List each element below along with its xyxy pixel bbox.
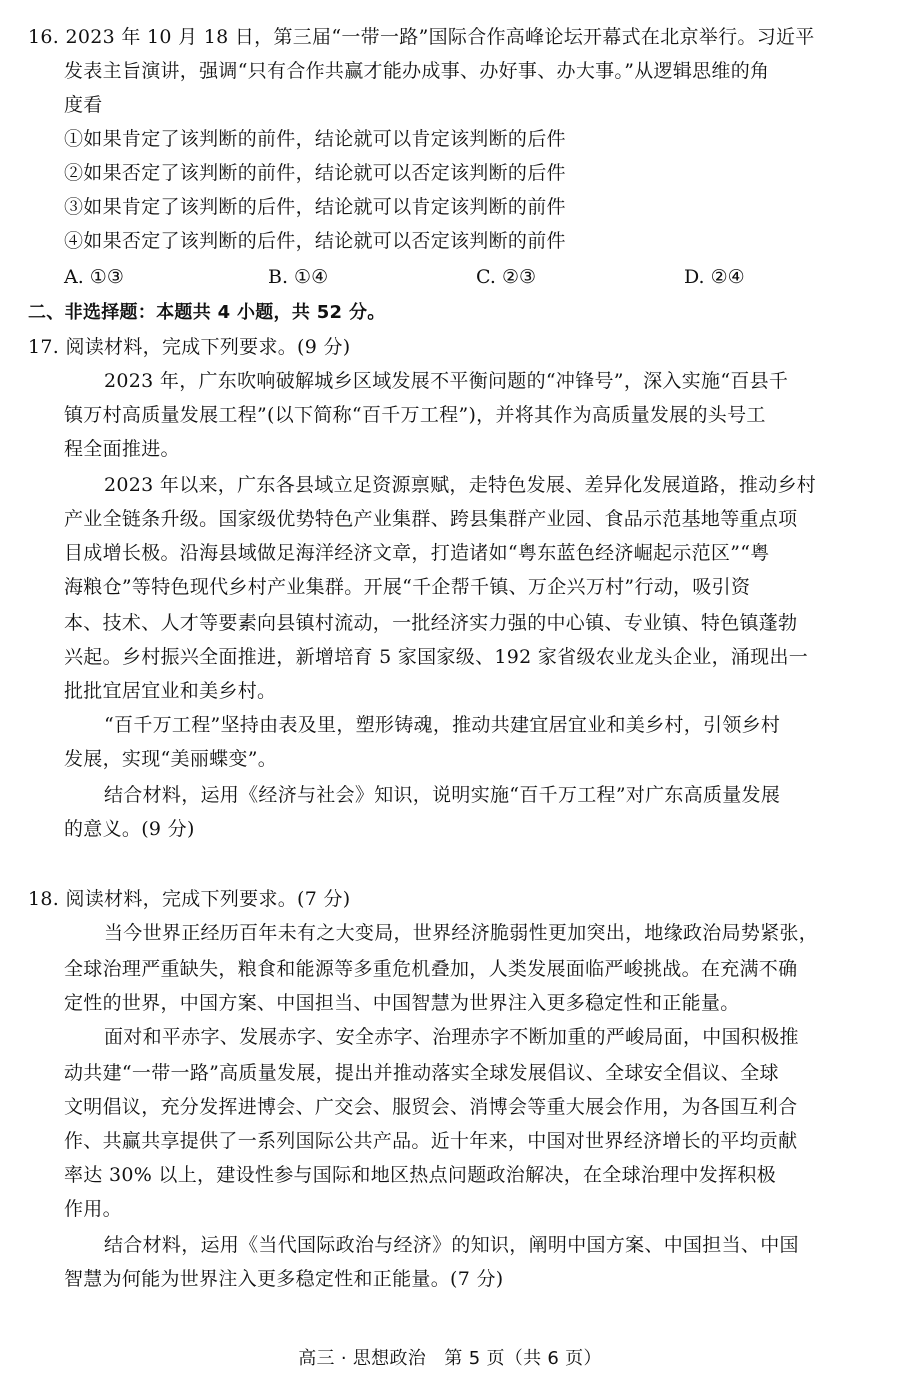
q17-line-4: 2023 年以来，广东各县域立足资源禀赋，走特色发展、差异化发展道路，推动乡村 — [104, 474, 817, 496]
q18-line-9: 作用。 — [64, 1198, 122, 1220]
q17-header: 17. 阅读材料，完成下列要求。(9 分) — [28, 336, 351, 358]
q17-line-13: 结合材料，运用《经济与社会》知识，说明实施“百千万工程”对广东高质量发展 — [104, 784, 781, 806]
q17-line-11: “百千万工程”坚持由表及里，塑形铸魂，推动共建宜居宜业和美乡村，引领乡村 — [104, 714, 781, 736]
q18-header: 18. 阅读材料，完成下列要求。(7 分) — [28, 888, 351, 910]
q16-statement-3: ③如果肯定了该判断的后件，结论就可以肯定该判断的前件 — [64, 196, 566, 218]
q18-line-1: 当今世界正经历百年未有之大变局，世界经济脆弱性更加突出，地缘政治局势紧张， — [104, 922, 819, 944]
q18-line-3: 定性的世界，中国方案、中国担当、中国智慧为世界注入更多稳定性和正能量。 — [64, 992, 740, 1014]
q16-option-d: D. ②④ — [684, 266, 745, 288]
q16-statement-2: ②如果否定了该判断的前件，结论就可以否定该判断的后件 — [64, 162, 566, 184]
section-2-title: 二、非选择题：本题共 4 小题，共 52 分。 — [28, 302, 386, 323]
q18-line-7: 作、共赢共享提供了一系列国际公共产品。近十年来，中国对世界经济增长的平均贡献 — [64, 1130, 798, 1152]
q16-statement-4: ④如果否定了该判断的后件，结论就可以否定该判断的前件 — [64, 230, 566, 252]
q17-line-10: 批批宜居宜业和美乡村。 — [64, 680, 277, 702]
q18-line-2: 全球治理严重缺失，粮食和能源等多重危机叠加，人类发展面临严峻挑战。在充满不确 — [64, 958, 798, 980]
q17-line-1: 2023 年，广东吹响破解城乡区域发展不平衡问题的“冲锋号”，深入实施“百县千 — [104, 370, 789, 392]
q16-line-1: 16. 2023 年 10 月 18 日，第三届“一带一路”国际合作高峰论坛开幕式在北京举行。习近平 — [28, 26, 815, 48]
q17-line-7: 海粮仓”等特色现代乡村产业集群。开展“千企帮千镇、万企兴万村”行动，吸引资 — [64, 576, 751, 598]
q18-line-5: 动共建“一带一路”高质量发展，提出并推动落实全球发展倡议、全球安全倡议、全球 — [64, 1062, 779, 1084]
q18-line-10: 结合材料，运用《当代国际政治与经济》的知识，阐明中国方案、中国担当、中国 — [104, 1234, 799, 1256]
q18-line-4: 面对和平赤字、发展赤字、安全赤字、治理赤字不断加重的严峻局面，中国积极推 — [104, 1026, 799, 1048]
q16-option-c: C. ②③ — [476, 266, 537, 288]
q17-line-6: 目成增长极。沿海县域做足海洋经济文章，打造诸如“粤东蓝色经济崛起示范区”“粤 — [64, 542, 770, 564]
q17-line-9: 兴起。乡村振兴全面推进，新增培育 5 家国家级、192 家省级农业龙头企业，涌现出一 — [64, 646, 809, 668]
q16-option-a: A. ①③ — [64, 266, 124, 288]
q17-line-2: 镇万村高质量发展工程”(以下简称“百千万工程”)，并将其作为高质量发展的头号工 — [64, 404, 766, 426]
q17-line-3: 程全面推进。 — [64, 438, 180, 460]
q18-line-6: 文明倡议，充分发挥进博会、广交会、服贸会、消博会等重大展会作用，为各国互利合 — [64, 1096, 798, 1118]
q18-line-11: 智慧为何能为世界注入更多稳定性和正能量。(7 分) — [64, 1268, 504, 1290]
q17-line-14: 的意义。(9 分) — [64, 818, 195, 840]
q17-line-5: 产业全链条升级。国家级优势特色产业集群、跨县集群产业园、食品示范基地等重点项 — [64, 508, 798, 530]
page-footer: 高三 · 思想政治 第 5 页（共 6 页） — [298, 1348, 602, 1369]
q16-option-b: B. ①④ — [268, 266, 329, 288]
q17-line-12: 发展，实现“美丽蝶变”。 — [64, 748, 278, 770]
q16-line-3: 度看 — [64, 94, 103, 116]
q18-line-8: 率达 30% 以上，建设性参与国际和地区热点问题政治解决，在全球治理中发挥积极 — [64, 1164, 777, 1186]
q16-statement-1: ①如果肯定了该判断的前件，结论就可以肯定该判断的后件 — [64, 128, 566, 150]
q16-line-2: 发表主旨演讲，强调“只有合作共赢才能办成事、办好事、办大事。”从逻辑思维的角 — [64, 60, 770, 82]
q17-line-8: 本、技术、人才等要素向县镇村流动，一批经济实力强的中心镇、专业镇、特色镇蓬勃 — [64, 612, 798, 634]
